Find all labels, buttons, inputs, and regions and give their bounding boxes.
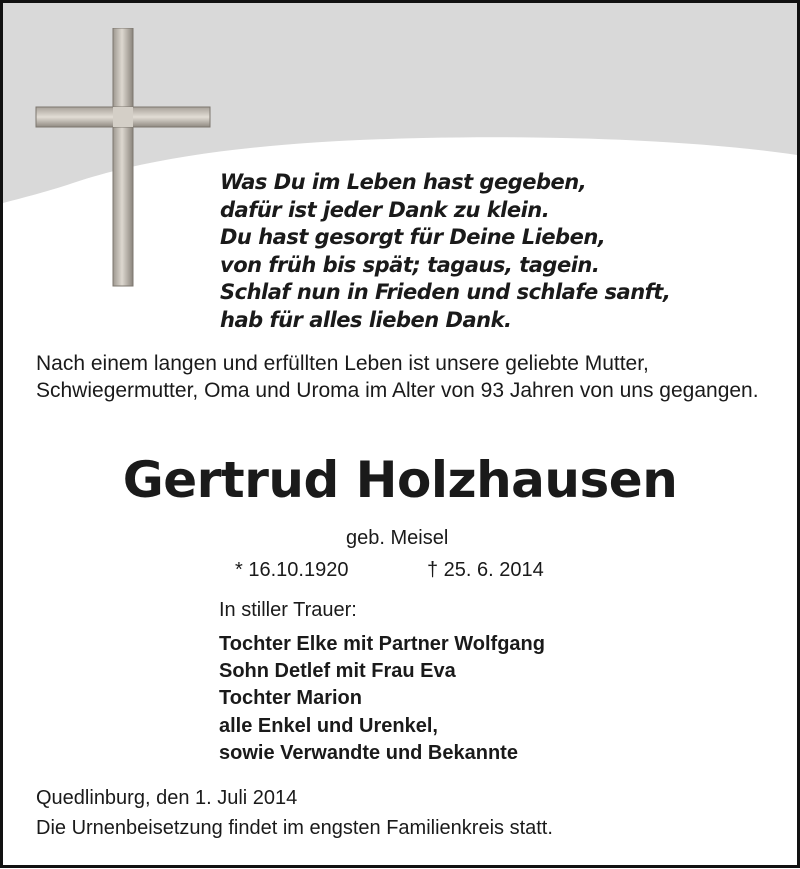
announcement-text: Nach einem langen und erfüllten Leben ist unsere geliebte Mutter, Schwiegermutter, Oma und Uroma im Alter von 93 Jahren von uns gegangen. [36,352,759,402]
birth-name: geb. Meisel [346,527,449,549]
verse-line: Schlaf nun in Frieden und schlafe sanft, [220,280,671,304]
mourning-label: In stiller Trauer: [219,599,357,621]
verse-line: hab für alles lieben Dank. [220,307,512,332]
verse-line: Du hast gesorgt für Deine Lieben, [220,225,606,249]
deceased-name: Gertrud Holzhausen [122,451,678,509]
verse-line: von früh bis spät; tagaus, tagein. [220,252,600,277]
mourners-list [219,631,545,767]
burial-note: Die Urnenbeisetzung findet im engsten Familienkreis statt. [36,817,553,839]
mourner-item: alle Enkel und Urenkel, [219,714,438,737]
cross-icon [33,28,213,288]
birth-date: * 16.10.1920 [235,559,349,581]
mourner-item: Sohn Detlef mit Frau Eva [219,660,456,683]
mourner-item: Tochter Marion [219,687,362,710]
memorial-verse [220,169,670,334]
mourner-item: Tochter Elke mit Partner Wolfgang [219,633,545,655]
mourner-item: sowie Verwandte und Bekannte [219,741,518,764]
verse-line: dafür ist jeder Dank zu klein. [220,197,550,222]
verse-line: Was Du im Leben hast gegeben, [220,170,587,194]
place-and-date: Quedlinburg, den 1. Juli 2014 [36,787,298,809]
death-date: † 25. 6. 2014 [427,559,544,581]
